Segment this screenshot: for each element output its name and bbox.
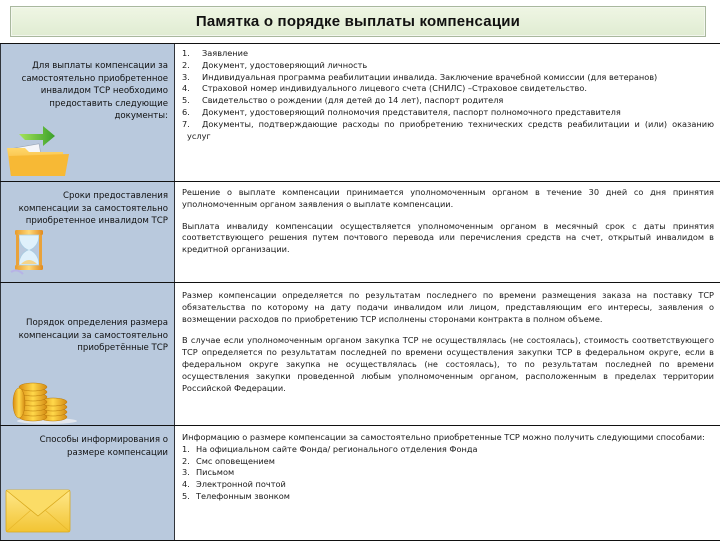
- list-item: 1. На официальном сайте Фонда/ регионального отделения Фонда: [182, 443, 478, 454]
- row-label: Сроки предоставления компенсации за самостоятельно приобретенное инвалидом ТСР: [18, 191, 168, 226]
- row-content-cell: [175, 426, 720, 540]
- row-label: Способы информирования о размере компенсации: [39, 435, 168, 458]
- list-item: 7. Документы, подтверждающие расходы по приобретению технических средств реабилитации и (или) оказанию услуг: [182, 118, 714, 141]
- paragraph: Выплата инвалиду компенсации осуществляется уполномоченным органом в месячный срок с даты принятия соответствующего решения путем почтового перевода или перечисления средств на счет, открытый инвалидом в кредитной организации.: [182, 220, 714, 255]
- row-content-cell: [175, 44, 720, 182]
- row-information-methods: [0, 425, 720, 541]
- list-item: 5. Телефонным звонком: [182, 490, 290, 501]
- list-item: 2. Смс оповещением: [182, 455, 275, 466]
- list-item: 5. Свидетельство о рождении (для детей до 14 лет), паспорт родителя: [182, 95, 504, 106]
- list-item: 3. Индивидуальная программа реабилитации инвалида. Заключение врачебной комиссии (для ветеранов): [182, 71, 658, 82]
- row-documents: [0, 43, 720, 182]
- page-title: Памятка о порядке выплаты компенсации: [195, 13, 521, 30]
- information-methods-list: [175, 444, 720, 503]
- hourglass-icon: [9, 228, 49, 276]
- list-item: 2. Документ, удостоверяющий личность: [182, 59, 368, 70]
- row-label-cell: [0, 44, 175, 182]
- paragraph: Решение о выплате компенсации принимается уполномоченным органом в течение 30 дней со дня принятия уполномоченным органом заявления о выплате компенсации.: [182, 187, 714, 209]
- list-item: 4. Электронной почтой: [182, 479, 286, 490]
- list-item: 4. Страховой номер индивидуального лицевого счета (СНИЛС) –Страховое свидетельство.: [182, 83, 587, 94]
- row-label-cell: [0, 283, 175, 426]
- row-label-cell: [0, 426, 175, 540]
- row-label: Порядок определения размера компенсации за самостоятельно приобретённые ТСР: [18, 318, 168, 353]
- row-content-cell: [175, 283, 720, 426]
- paragraph: Информацию о размере компенсации за самостоятельно приобретенные ТСР можно получить следующими способами:: [182, 432, 705, 442]
- folder-with-green-arrow-icon: [3, 116, 73, 178]
- documents-list: [175, 48, 720, 142]
- row-amount-determination: [0, 282, 720, 426]
- title-banner: [10, 6, 706, 37]
- list-item: 3. Письмом: [182, 467, 235, 478]
- list-item: 1. Заявление: [182, 48, 248, 58]
- row-content-cell: [175, 182, 720, 283]
- envelope-icon: [5, 488, 71, 534]
- row-label-cell: [0, 182, 175, 283]
- list-item: 6. Документ, удостоверяющий полномочия представителя, паспорт полномочного представителя: [182, 106, 621, 117]
- row-label: Для выплаты компенсации за самостоятельно приобретенное инвалидом ТСР необходимо предоставить следующие документы:: [21, 61, 168, 121]
- paragraph: В случае если уполномоченным органом закупка ТСР не осуществлялась (не состоялась), стоимость соответствующего ТСР определяется по результатам последней по времени осуществления закупки ТСР в федеральном округе, если в федеральном округе закупка не осуществлялась (не состоялась), то по результатам последней по времени осуществления закупки проведенной любым уполномоченным органом, расположенным в пределах территории Российской Федерации.: [182, 335, 714, 393]
- row-timing: [0, 181, 720, 283]
- paragraph: Размер компенсации определяется по результатам последнего по времени размещения заказа на поставку ТСР обязательства по которому на дату подачи инвалидом или лицом, представляющим его интересы, заявления о возмещении расходов по приобретению ТСР исполнены сторонами контракта в полном объеме.: [182, 290, 714, 324]
- gold-coins-icon: [7, 375, 79, 425]
